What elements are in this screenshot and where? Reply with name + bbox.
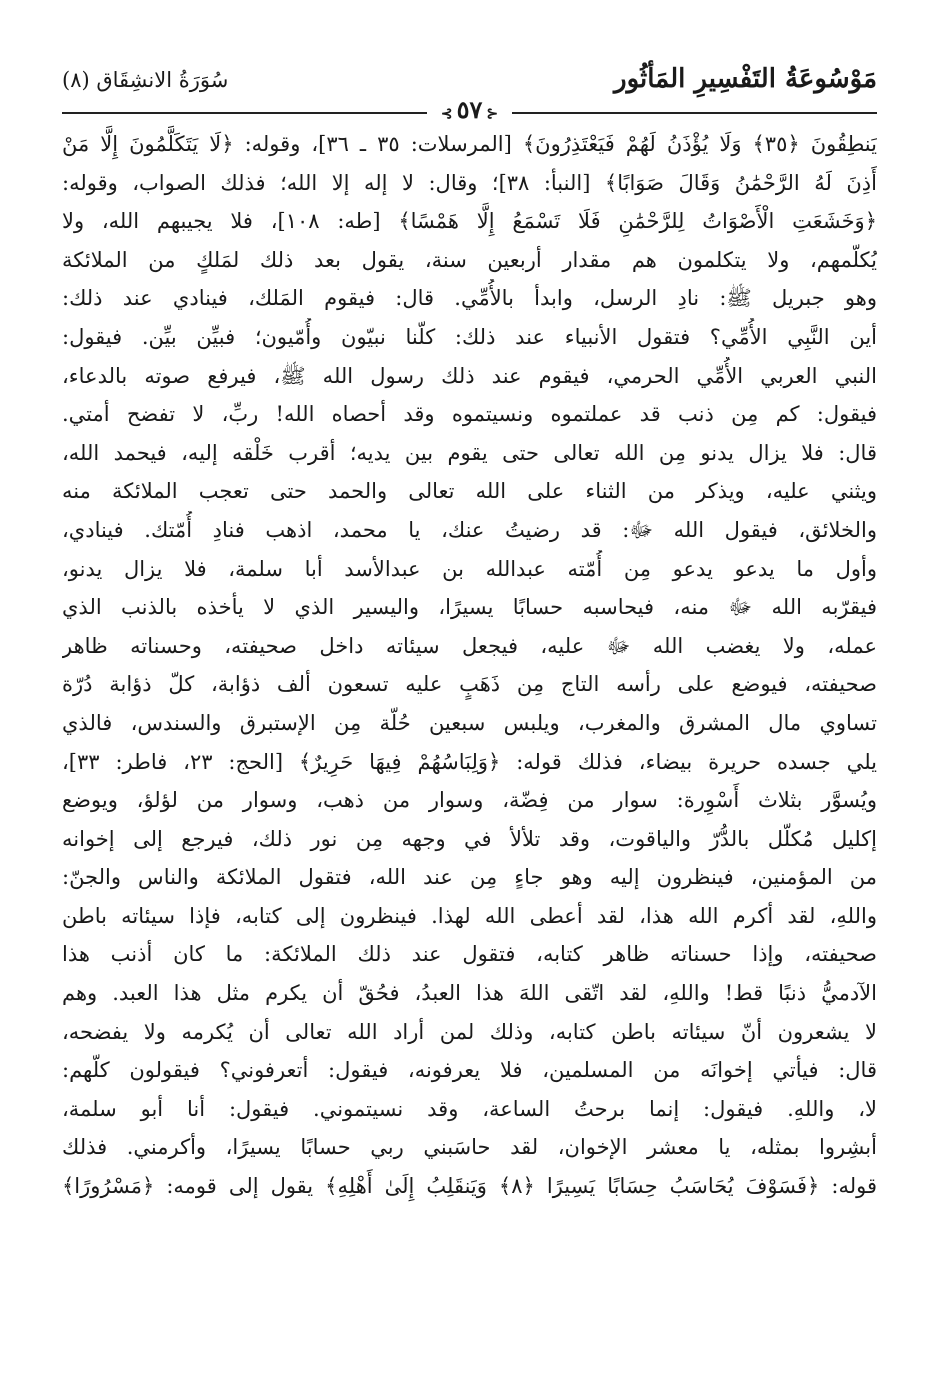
text-line: لا يشعرون أنّ سيئاته باطن كتابه، وذلك لمن أراد الله تعالى أن يُكرمه ولا يفضحه، bbox=[62, 1019, 877, 1044]
page-number-box bbox=[427, 95, 512, 124]
text-line: الآدميُّ ذنبًا قط! واللهِ، لقد اتّقى اللهَ هذا العبدُ، فحُقّ أن يكرم مثل هذا العبد. وهم bbox=[62, 981, 877, 1006]
text-line: يلي جسده حريرة بيضاء، فذلك قوله: ﴿وَلِبَاسُهُمْ فِيهَا حَرِيرٌ﴾ [الحج: ٢٣، فاطر: ٣٣]، bbox=[62, 749, 877, 774]
text-line: إكليل مُكلّل بالدُّرّ والياقوت، وقد تلألأ في وجهه مِن نور ذلك، فيرجع إلى إخوانه bbox=[62, 826, 877, 851]
text-line: يَنطِقُونَ ﴿٣٥﴾ وَلَا يُؤْذَنُ لَهُمْ فَيَعْتَذِرُونَ﴾ [المرسلات: ٣٥ ـ ٣٦]، وقوله: ﴿لَا يَتَكَلَّمُونَ إِلَّا مَنْ bbox=[62, 132, 877, 156]
surah-header: سُوَرَةُ الانشِقَاق (٨) bbox=[62, 68, 229, 92]
ornament-icon: ⊱ bbox=[440, 106, 453, 122]
main-text bbox=[62, 125, 877, 1206]
text-line: أَذِنَ لَهُ الرَّحْمَٰنُ وَقَالَ صَوَابًا﴾ [النبأ: ٣٨]؛ وقال: لا إله إلا الله؛ فذلك الصواب، وقوله: bbox=[62, 170, 877, 195]
text-line: أين النَّبِي الأُمِّي؟ فتقول الأنبياء عند ذلك: كلّنا نبيّون وأُمّيون؛ فبيِّن بيِّن. فيقول: bbox=[62, 324, 877, 349]
text-line: وهو جبريل ﷺ: نادِ الرسل، وابدأ بالأُمِّي. قال: فيقوم المَلك، فينادي عند ذلك: bbox=[62, 286, 877, 311]
text-line: ويُسوَّر بثلاث أَسْوِرة: سوار من فِضّة، وسوار من ذهب، وسوار من لؤلؤ، ويوضع bbox=[62, 788, 877, 813]
text-line: أبشِروا بمثله، يا معشر الإخوان، لقد حاسَبني ربي حسابًا يسيرًا، وأكرمني. فذلك bbox=[62, 1135, 877, 1160]
text-line: من المؤمنين، فينظرون إليه وهو جاءٍ مِن عند الله، فتقول الملائكة والناس والجنّ: bbox=[62, 865, 877, 890]
text-line: عمله، ولا يغضب الله ﷻ عليه، فيجعل سيئاته داخل صحيفته، وحسناته ظاهر bbox=[62, 633, 877, 658]
page-number-area bbox=[0, 95, 939, 124]
text-line: وأول ما يدعو يدعو مِن أُمّته عبدالله بن عبدالأسد أبا سلمة، فلا يزال يدنو، bbox=[62, 556, 877, 581]
text-line: واللهِ، لقد أكرم الله هذا، لقد أعطى الله لهذا. فينظرون إلى كتابه، فإذا سيئاته باطن bbox=[62, 903, 877, 928]
text-line: والخلائق، فيقول الله ﷻ: قد رضيتُ عنك، يا محمد، اذهب فنادِ أُمّتك. فينادي، bbox=[62, 517, 877, 542]
text-line: ﴿وَخَشَعَتِ الْأَصْوَاتُ لِلرَّحْمَٰنِ فَلَا تَسْمَعُ إِلَّا هَمْسًا﴾ [طه: ١٠٨]، فلا يجيبهم الله، ولا bbox=[62, 209, 877, 234]
text-line: فيقول: كم مِن ذنب قد عملتموه ونسيتموه وقد أحصاه الله! ربِّ، لا تفضح أمتي. bbox=[62, 402, 877, 427]
text-line: يُكلّمهم، ولا يتكلمون هم مقدار أربعين سنة، يقول بعد ذلك لمَلكٍ من الملائكة bbox=[62, 247, 877, 272]
text-line: صحيفته، وإذا حسناته ظاهر كتابه، فتقول عند ذلك الملائكة: ما كان أذنب هذا bbox=[62, 942, 877, 967]
ornament-icon: ⊰ bbox=[486, 106, 499, 122]
text-line: قوله: ﴿فَسَوْفَ يُحَاسَبُ حِسَابًا يَسِيرًا ﴿٨﴾ وَيَنقَلِبُ إِلَىٰ أَهْلِهِ﴾ يقول إلى قومه: ﴿مَسْرُورًا﴾ bbox=[62, 1174, 877, 1199]
book-title: مَوْسُوعَةُ التَفْسِيرِ المَأثُور bbox=[614, 64, 877, 94]
text-line: فيقرّبه الله ﷻ منه، فيحاسبه حسابًا يسيرًا، واليسير الذي لا يأخذه بالذنب الذي bbox=[62, 595, 877, 620]
text-line: لا، واللهِ. فيقول: إنما برحتُ الساعة، وقد نسيتموني. فيقول: أنا أبو سلمة، bbox=[62, 1096, 877, 1121]
text-line: تساوي مال المشرق والمغرب، ويلبس سبعين حُلّة مِن الإستبرق والسندس، فالذي bbox=[62, 710, 877, 735]
text-line: ويثني عليه، ويذكر من الثناء على الله تعالى والحمد حتى تعجب الملائكة منه bbox=[62, 479, 877, 504]
page-number: ٥٧ bbox=[456, 95, 483, 124]
text-line: صحيفته، فيوضع على رأسه التاج مِن ذَهَبٍ عليه تسعون ألف ذؤابة، كلّ ذؤابة دُرّة bbox=[62, 672, 877, 697]
text-line: قال: فيأتي إخوانَه من المسلمين، فلا يعرفونه، فيقول: أتعرفوني؟ فيقولون كلّهم: bbox=[62, 1058, 877, 1083]
text-line: قال: فلا يزال يدنو مِن الله تعالى حتى يقوم بين يديه؛ أقرب خَلْقه إليه، فيحمد الله، bbox=[62, 440, 877, 465]
text-line: النبي العربي الأُمِّي الحرمي، فيقوم عند ذلك رسول الله ﷺ، فيرفع صوته بالدعاء، bbox=[62, 363, 877, 388]
